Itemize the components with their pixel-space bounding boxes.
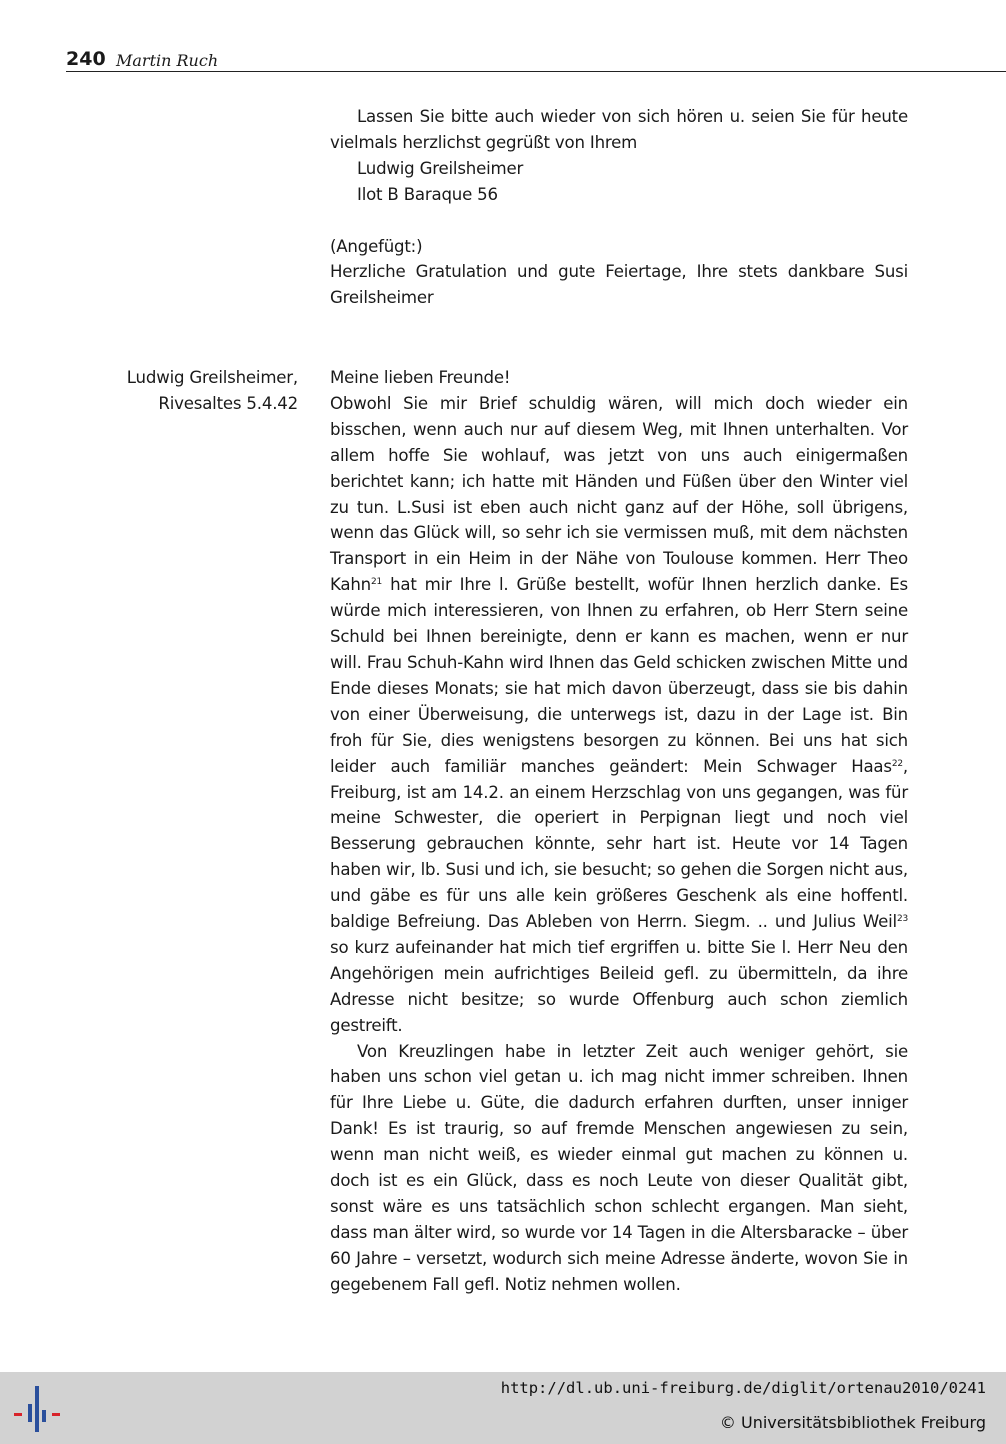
footnote-ref-22: 22 xyxy=(891,758,903,769)
page-number: 240 xyxy=(66,48,106,70)
appended-label: (Angefügt:) xyxy=(330,236,423,256)
copyright-notice: © Universitätsbibliothek Freiburg xyxy=(719,1413,986,1432)
paragraph-1-text-c: , Freiburg, ist am 14.2. an einem Herzschlag von uns gegangen, was für meine Schwester, die operiert in Perpignan liegt und noch viel Besserung gebrauchen könnte, sehr hart ist. Heute vor 14 Tagen haben wir, lb. Susi und ich, sie besucht; so gehen die Sorgen nicht aus, und gäbe es für uns alle kein größeres Geschenk als eine hoffentl. baldige Befreiung. Das Ableben von Herrn. Siegm. .. und Julius Weil xyxy=(330,756,908,932)
paragraph-1-text-b: hat mir Ihre l. Grüße bestellt, wofür Ihnen herzlich danke. Es würde mich interessieren, von Ihnen zu erfahren, ob Herr Stern seine Schuld bei Ihnen bereinigte, denn er kann es machen, wenn er nur will. Frau Schuh-Kahn wird Ihnen das Geld schicken zwischen Mitte und Ende dieses Monats; sie hat mich davon überzeugt, dass sie bis dahin von einer Überweisung, die unterwegs ist, dazu in der Lage ist. Bin froh für Sie, dies wenigstens besorgen zu können. Bei uns hat sich leider auch familiär manches geändert: Mein Schwager Haas xyxy=(330,575,908,776)
body-paragraph-1 xyxy=(330,391,908,1039)
signature: Ludwig Greilsheimer xyxy=(357,158,524,178)
footer-bar xyxy=(0,1372,1006,1444)
paragraph-1-text-d: so kurz aufeinander hat mich tief ergriffen u. bitte Sie l. Herr Neu den Angehörigen mein aufrichtiges Beileid gefl. zu übermitteln, da ihre Adresse nicht besitze; so wurde Offenburg auch schon ziemlich gestreift. xyxy=(330,937,908,1035)
letter-1-closing xyxy=(330,104,908,311)
footnote-ref-23: 23 xyxy=(896,914,908,925)
running-head-author: Martin Ruch xyxy=(116,51,219,70)
page-header xyxy=(66,46,1006,72)
appended-text: Herzliche Gratulation und gute Feiertage, Ihre stets dankbare Susi Greilsheimer xyxy=(330,262,908,308)
letter-2-body xyxy=(330,365,908,1298)
sender-address: Ilot B Baraque 56 xyxy=(357,184,498,204)
source-url-link[interactable]: http://dl.ub.uni-freiburg.de/diglit/ortenau2010/0241 xyxy=(500,1379,986,1397)
header-rule xyxy=(66,71,1006,72)
spacer xyxy=(330,208,908,234)
letter-2-margin-note xyxy=(60,365,298,417)
library-logo-icon xyxy=(14,1384,64,1434)
salutation: Meine lieben Freunde! xyxy=(330,368,511,387)
margin-sender: Ludwig Greilsheimer, xyxy=(126,368,298,387)
body-paragraph-2: Von Kreuzlingen habe in letzter Zeit auch weniger gehört, sie haben uns schon viel getan u. ich mag nicht immer schreiben. Ihnen für Ihre Liebe u. Güte, die dadurch erfahren durften, unser inniger Dank! Es ist traurig, so auf fremde Menschen angewiesen zu sein, wenn man nicht weiß, es wieder einmal gut machen zu können u. doch ist es ein Glück, dass es noch Leute von dieser Qualität gibt, sonst wäre es uns tatsächlich schon schlecht ergangen. Man sieht, dass man älter wird, so wurde vor 14 Tagen in die Altersbaracke – über 60 Jahre – versetzt, wodurch sich meine Adresse änderte, wovon Sie in gegebenem Fall gefl. Notiz nehmen wollen. xyxy=(330,1041,908,1294)
footnote-ref-21: 21 xyxy=(371,577,383,588)
closing-paragraph: Lassen Sie bitte auch wieder von sich hören u. seien Sie für heute vielmals herzlichst gegrüßt von Ihrem xyxy=(330,107,908,152)
margin-place-date: Rivesaltes 5.4.42 xyxy=(158,393,298,413)
paragraph-1-text-a: Obwohl Sie mir Brief schuldig wären, will mich doch wieder ein bisschen, wenn auch nur auf diesem Weg, mit Ihnen unterhalten. Vor allem hoffe Sie wohlauf, was jetzt von uns auch einigermaßen berichtet kann; ich hatte mit Händen und Füßen über den Winter viel zu tun. L.Susi ist eben auch nicht ganz auf der Höhe, soll übrigens, wenn das Glück will, so sehr ich sie vermissen muß, mit dem nächsten Transport in ein Heim in der Nähe von Toulouse kommen. Herr Theo Kahn xyxy=(330,393,908,595)
